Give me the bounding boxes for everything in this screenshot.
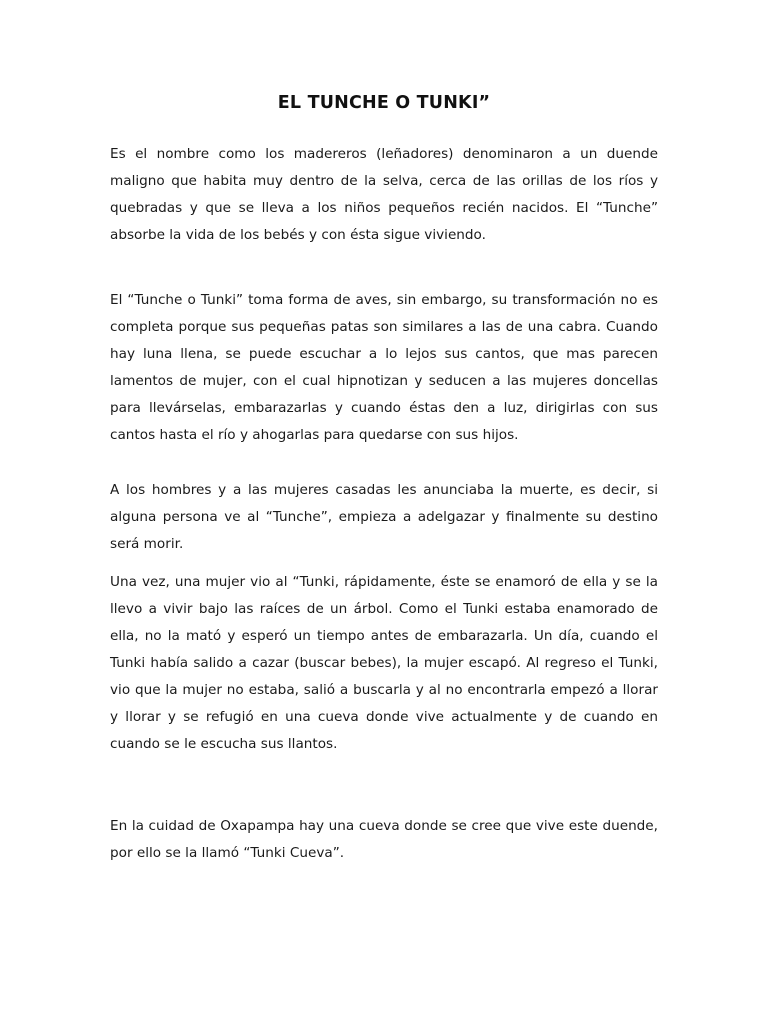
page-title: EL TUNCHE O TUNKI” (277, 93, 491, 113)
paragraph-2: El “Tunche o Tunki” toma forma de aves, sin embargo, su transformación no es completa porque sus pequeñas patas son similares a las de una cabra. Cuando hay luna llena, se puede escuchar a lo lejos sus cantos, que mas parecen lamentos de mujer, con el cual hipnotizan y seducen a las mujeres doncellas para llevárselas, embarazarlas y cuando éstas den a luz, dirigirlas con sus cantos hasta el río y ahogarlas para quedarse con sus hijos. (110, 292, 658, 443)
paragraph-5: En la cuidad de Oxapampa hay una cueva donde se cree que vive este duende, por ello se la llamó “Tunki Cueva”. (110, 818, 658, 861)
paragraph-3: A los hombres y a las mujeres casadas les anunciaba la muerte, es decir, si alguna persona ve al “Tunche”, empieza a adelgazar y finalmente su destino será morir. (110, 482, 658, 552)
paragraph-4: Una vez, una mujer vio al “Tunki, rápidamente, éste se enamoró de ella y se la llevo a vivir bajo las raíces de un árbol. Como el Tunki estaba enamorado de ella, no la mató y esperó un tiempo antes de embarazarla. Un día, cuando el Tunki había salido a cazar (buscar bebes), la mujer escapó. Al regreso el Tunki, vio que la mujer no estaba, salió a buscarla y al no encontrarla empezó a llorar y llorar y se refugió en una cueva donde vive actualmente y de cuando en cuando se le escucha sus llantos. (110, 574, 658, 752)
paragraph-1: Es el nombre como los madereros (leñadores) denominaron a un duende maligno que habita muy dentro de la selva, cerca de las orillas de los ríos y quebradas y que se lleva a los niños pequeños recién nacidos. El “Tunche” absorbe la vida de los bebés y con ésta sigue viviendo. (110, 146, 658, 243)
